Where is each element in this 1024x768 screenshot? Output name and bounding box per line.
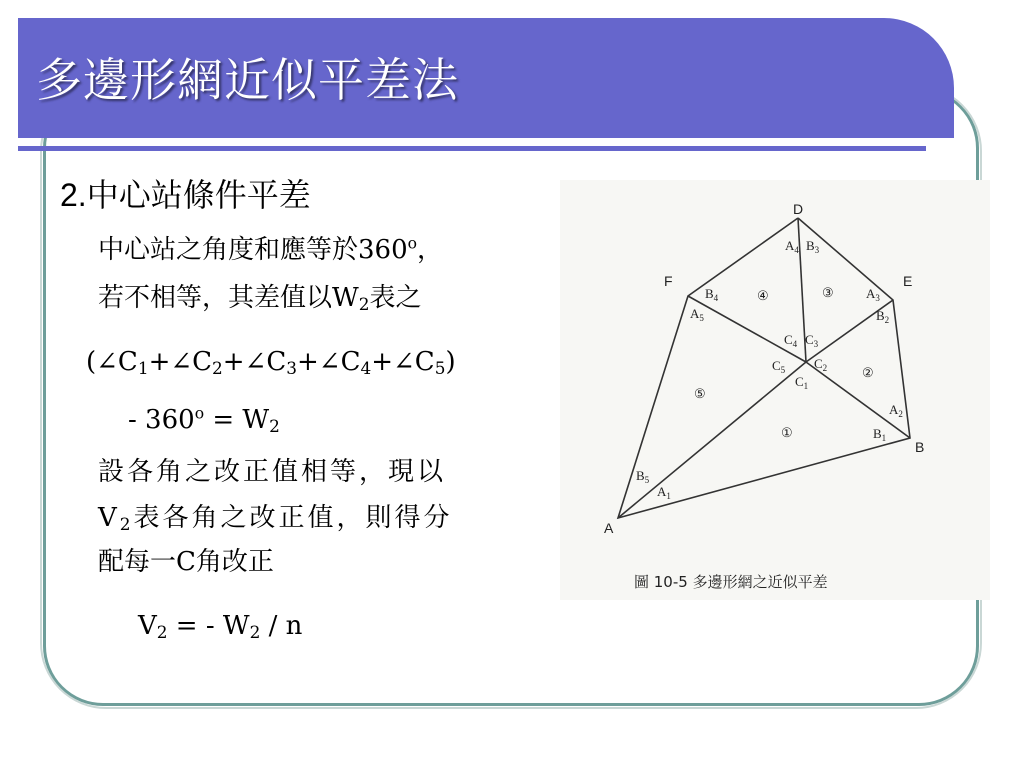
subscript: 2 <box>269 416 280 437</box>
text-run: +∠C <box>222 347 287 377</box>
triangle-2: ② <box>862 365 874 380</box>
vertex-F: F <box>664 273 673 289</box>
text-run: V <box>98 503 120 533</box>
triangle-1: ① <box>781 425 793 440</box>
subscript: 4 <box>360 358 372 379</box>
angle-C3: $C_3$ <box>805 332 819 349</box>
triangle-5: ⑤ <box>694 386 706 401</box>
angle-A2: $A_2$ <box>889 402 903 419</box>
section-heading-text: 中心站條件平差 <box>86 176 311 214</box>
subscript: 2 <box>212 358 223 379</box>
paragraph-2-line-1: 設各角之改正值相等，現以 <box>98 457 447 487</box>
vertex-A: A <box>604 520 614 536</box>
paragraph-1-line-1 <box>98 234 443 268</box>
text-run: 若不相等，其差值以W <box>98 283 359 313</box>
figure-caption: 圖 10-5 多邊形網之近似平差 <box>634 573 828 591</box>
text-run: 表之 <box>369 283 422 313</box>
section-number: 2. <box>60 177 87 213</box>
angle-C4: $C_4$ <box>784 332 798 349</box>
paragraph-1-line-2 <box>98 282 422 316</box>
text-run: = W <box>204 405 270 435</box>
subscript: 2 <box>358 294 370 315</box>
section-heading <box>60 170 311 216</box>
text-run: 中心站之角度和應等於360 <box>98 235 408 265</box>
text-run: +∠C <box>148 347 213 377</box>
slide-title: 多邊形網近似平差法 <box>36 53 459 107</box>
figure-background <box>560 180 990 600</box>
text-run: +∠C <box>371 347 435 377</box>
angle-C1: $C_1$ <box>795 374 809 391</box>
angle-B4: $B_4$ <box>705 286 719 303</box>
superscript: o <box>194 404 205 423</box>
title-underline <box>18 146 926 151</box>
text-run: ) <box>445 347 456 377</box>
paragraph-2-line-3: 配每一C角改正 <box>98 547 274 577</box>
text-run: +∠C <box>297 347 361 377</box>
angle-B5: $B_5$ <box>636 468 650 485</box>
angle-A4: $A_4$ <box>785 238 799 255</box>
angle-A1: $A_1$ <box>657 484 671 501</box>
angle-A3: $A_3$ <box>866 286 880 303</box>
angle-C5: $C_5$ <box>772 358 786 375</box>
subscript: 2 <box>156 622 168 643</box>
triangle-3: ③ <box>822 285 834 300</box>
angle-A5: $A_5$ <box>690 306 704 323</box>
vertex-E: E <box>903 273 913 289</box>
superscript: o <box>407 234 418 253</box>
triangle-4: ④ <box>757 288 769 303</box>
subscript: 3 <box>286 358 298 379</box>
equation-sum-of-angles <box>86 346 456 380</box>
text-run: - 360 <box>128 405 195 435</box>
subscript: 2 <box>119 514 134 535</box>
text-run: 表各角之改正值，則得分 <box>133 503 453 533</box>
equation-closure <box>128 404 280 438</box>
vertex-B: B <box>915 439 925 455</box>
subscript: 2 <box>249 622 261 643</box>
text-run: ， <box>417 235 444 265</box>
polygon-network-diagram <box>560 180 990 600</box>
text-run: V <box>138 611 157 641</box>
subscript: 5 <box>434 358 446 379</box>
angle-B2: $B_2$ <box>876 308 890 325</box>
text-run: (∠C <box>86 347 138 377</box>
paragraph-2-line-2 <box>98 502 453 536</box>
angle-C2: $C_2$ <box>814 356 828 373</box>
angle-B3: $B_3$ <box>806 238 820 255</box>
vertex-D: D <box>793 201 804 217</box>
text-run: / n <box>260 611 303 641</box>
polygon-network-figure <box>560 180 990 600</box>
angle-B1: $B_1$ <box>873 426 887 443</box>
equation-correction <box>138 610 302 644</box>
subscript: 1 <box>137 358 149 379</box>
text-run: = - W <box>167 611 250 641</box>
